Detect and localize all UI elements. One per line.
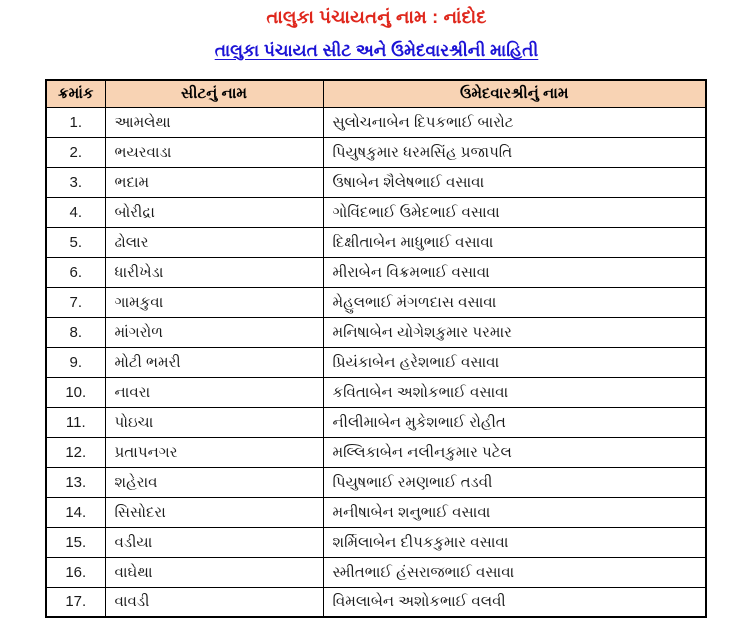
seat-name-cell: ભદામ: [105, 167, 323, 197]
row-number-cell: 1.: [46, 107, 105, 137]
table-row: [46, 467, 706, 497]
table-row: [46, 257, 706, 287]
row-number-cell: 13.: [46, 467, 105, 497]
row-number-cell: 10.: [46, 377, 105, 407]
candidate-name-cell: મનીષાબેન શનુભાઈ વસાવા: [323, 497, 706, 527]
candidate-name-cell: પિયુષકુમાર ધરમસિંહ પ્રજાપતિ: [323, 137, 706, 167]
table-row: [46, 107, 706, 137]
candidate-name-cell: ઉષાબેન શૈલેષભાઈ વસાવા: [323, 167, 706, 197]
candidate-name-cell: નીલીમાબેન મુકેશભાઈ રોહીત: [323, 407, 706, 437]
seat-name-cell: ધારીખેડા: [105, 257, 323, 287]
seat-name-cell: આમલેથા: [105, 107, 323, 137]
candidate-name-cell: સુલોચનાબેન દિપકભાઈ બારોટ: [323, 107, 706, 137]
row-number-cell: 17.: [46, 587, 105, 617]
row-number-cell: 8.: [46, 317, 105, 347]
row-number-cell: 2.: [46, 137, 105, 167]
candidate-name-cell: ગોવિંદભાઈ ઉમેદભાઈ વસાવા: [323, 197, 706, 227]
column-header-candidate-name: ઉમેદવારશ્રીનું નામ: [323, 80, 706, 107]
candidate-name-cell: સ્મીતભાઈ હંસરાજભાઈ વસાવા: [323, 557, 706, 587]
table-row: [46, 137, 706, 167]
seat-name-cell: વડીયા: [105, 527, 323, 557]
row-number-cell: 5.: [46, 227, 105, 257]
candidate-name-cell: પ્રિયંકાબેન હરેશભાઈ વસાવા: [323, 347, 706, 377]
seat-name-cell: પોઇચા: [105, 407, 323, 437]
seat-name-cell: ભયરવાડા: [105, 137, 323, 167]
row-number-cell: 6.: [46, 257, 105, 287]
seat-name-cell: સિસોદરા: [105, 497, 323, 527]
document-page: [0, 7, 753, 629]
candidate-name-cell: મનિષાબેન યોગેશકુમાર પરમાર: [323, 317, 706, 347]
row-number-cell: 15.: [46, 527, 105, 557]
row-number-cell: 11.: [46, 407, 105, 437]
row-number-cell: 4.: [46, 197, 105, 227]
table-row: [46, 527, 706, 557]
row-number-cell: 3.: [46, 167, 105, 197]
table-row: [46, 557, 706, 587]
page-title: તાલુકા પંચાયતનું નામ : નાંદોદ: [266, 7, 487, 27]
candidate-name-cell: શર્મિલાબેન દીપકકુમાર વસાવા: [323, 527, 706, 557]
table-row: [46, 497, 706, 527]
candidate-name-cell: મેહુલભાઈ મંગળદાસ વસાવા: [323, 287, 706, 317]
table-row: [46, 227, 706, 257]
row-number-cell: 7.: [46, 287, 105, 317]
candidates-table: [45, 79, 707, 618]
seat-name-cell: મોટી ભમરી: [105, 347, 323, 377]
table-body: [46, 107, 706, 617]
table-row: [46, 407, 706, 437]
seat-name-cell: ગામકુવા: [105, 287, 323, 317]
seat-name-cell: વાઘેથા: [105, 557, 323, 587]
candidate-name-cell: દિક્ષીતાબેન માધુભાઈ વસાવા: [323, 227, 706, 257]
seat-name-cell: નાવરા: [105, 377, 323, 407]
row-number-cell: 14.: [46, 497, 105, 527]
seat-name-cell: વાવડી: [105, 587, 323, 617]
row-number-cell: 9.: [46, 347, 105, 377]
table-row: [46, 377, 706, 407]
candidate-name-cell: કવિતાબેન અશોકભાઈ વસાવા: [323, 377, 706, 407]
table-row: [46, 167, 706, 197]
row-number-cell: 16.: [46, 557, 105, 587]
column-header-seat-name: સીટનું નામ: [105, 80, 323, 107]
page-subtitle: તાલુકા પંચાયત સીટ અને ઉમેદવારશ્રીની માહિતી: [214, 41, 539, 60]
seat-name-cell: પ્રતાપનગર: [105, 437, 323, 467]
table-row: [46, 587, 706, 617]
seat-name-cell: બોરીદ્રા: [105, 197, 323, 227]
candidate-name-cell: મલ્લિકાબેન નલીનકુમાર પટેલ: [323, 437, 706, 467]
table-row: [46, 317, 706, 347]
seat-name-cell: માંગરોળ: [105, 317, 323, 347]
table-row: [46, 437, 706, 467]
seat-name-cell: ઢોલાર: [105, 227, 323, 257]
table-row: [46, 287, 706, 317]
candidate-name-cell: પિયુષભાઈ રમણભાઈ તડવી: [323, 467, 706, 497]
seat-name-cell: શહેરાવ: [105, 467, 323, 497]
table-row: [46, 197, 706, 227]
table-row: [46, 347, 706, 377]
candidate-name-cell: વિમલાબેન અશોકભાઈ વલવી: [323, 587, 706, 617]
candidate-name-cell: મીરાબેન વિક્રમભાઈ વસાવા: [323, 257, 706, 287]
column-header-number: ક્રમાંક: [46, 80, 105, 107]
table-header-row: [46, 80, 706, 107]
row-number-cell: 12.: [46, 437, 105, 467]
